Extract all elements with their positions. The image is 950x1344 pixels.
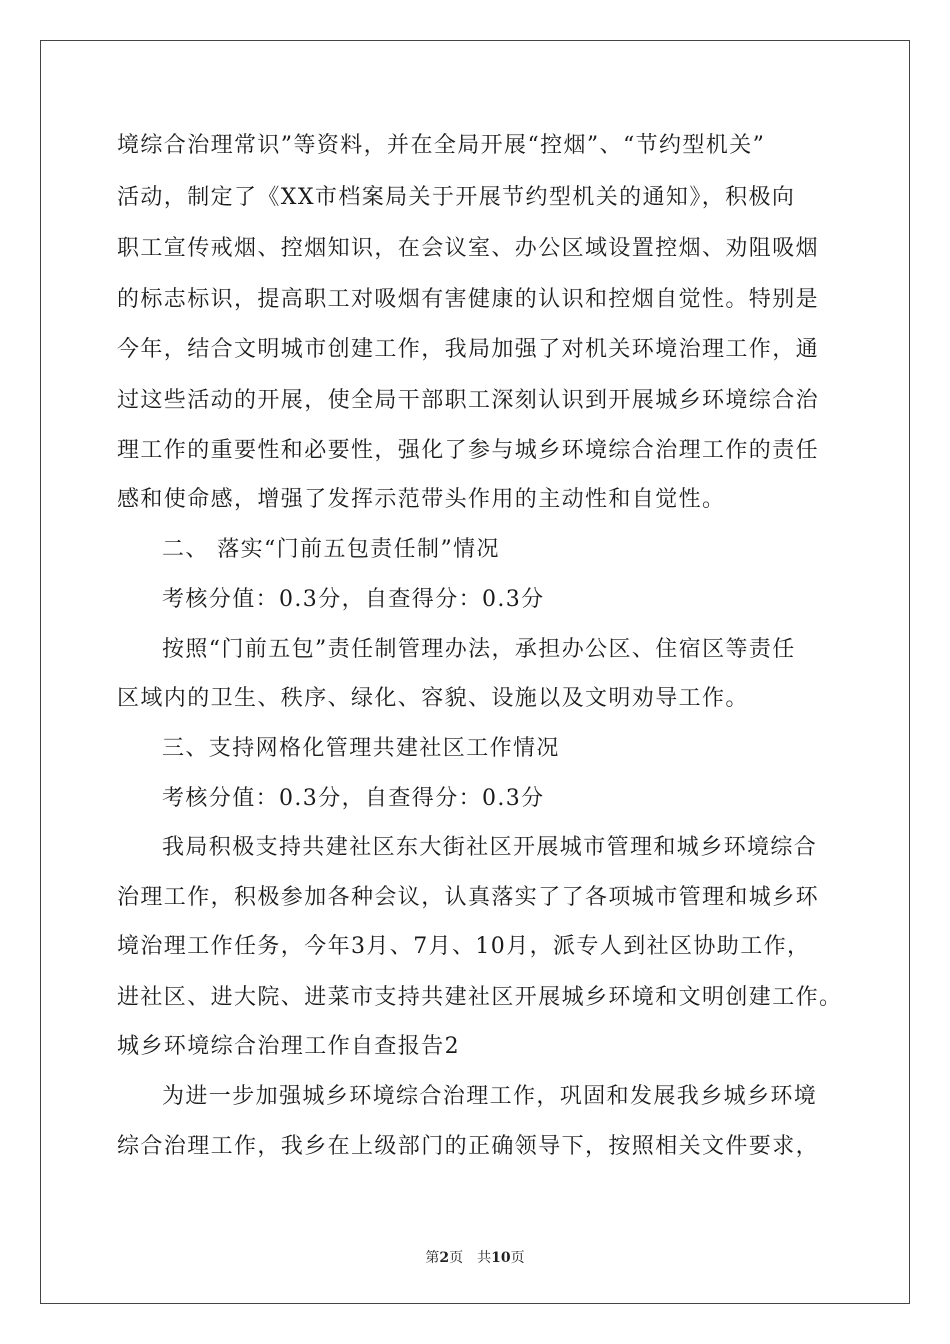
- text-line: 境治理工作任务，今年3月、7月、10月，派专人到社区协助工作，: [117, 934, 811, 959]
- text-line: 按照“门前五包”责任制管理办法，承担办公区、住宿区等责任: [162, 637, 796, 662]
- text-line: 为进一步加强城乡环境综合治理工作，巩固和发展我乡城乡环境: [162, 1084, 818, 1109]
- score-line: 考核分值：0.3分，自查得分：0.3分: [162, 786, 545, 811]
- section-heading: 三、支持网格化管理共建社区工作情况: [162, 736, 560, 761]
- report-title: 城乡环境综合治理工作自查报告2: [117, 1034, 460, 1059]
- text-line: 我局积极支持共建社区东大街社区开展城市管理和城乡环境综合: [162, 835, 818, 860]
- page-total: 10: [491, 1250, 511, 1266]
- text-line: 区域内的卫生、秩序、绿化、容貌、设施以及文明劝导工作。: [117, 686, 749, 711]
- text-line: 进社区、进大院、进菜市支持共建社区开展城乡环境和文明创建工作。: [117, 985, 843, 1010]
- text-line: 今年，结合文明城市创建工作，我局加强了对机关环境治理工作，通: [117, 337, 820, 362]
- text-line: 境综合治理常识”等资料，并在全局开展“控烟”、“节约型机关”: [117, 133, 766, 158]
- footer-mid: 页 共: [449, 1250, 492, 1266]
- text-line: 治理工作，积极参加各种会议，认真落实了了各项城市管理和城乡环: [117, 885, 820, 910]
- text-line: 职工宣传戒烟、控烟知识，在会议室、办公区域设置控烟、劝阻吸烟: [117, 236, 820, 261]
- page-footer: [0, 1247, 950, 1267]
- text-line: 活动，制定了《XX市档案局关于开展节约型机关的通知》，积极向: [117, 185, 796, 210]
- page-border: [40, 40, 910, 1304]
- text-line: 理工作的重要性和必要性，强化了参与城乡环境综合治理工作的责任: [117, 438, 820, 463]
- footer-prefix: 第: [425, 1250, 440, 1266]
- footer-suffix: 页: [510, 1250, 525, 1266]
- page-number: 2: [439, 1250, 450, 1266]
- text-line: 的标志标识，提高职工对吸烟有害健康的认识和控烟自觉性。特别是: [117, 287, 820, 312]
- section-heading: 二、 落实“门前五包责任制”情况: [162, 537, 500, 562]
- score-line: 考核分值：0.3分，自查得分：0.3分: [162, 587, 545, 612]
- text-line: 综合治理工作，我乡在上级部门的正确领导下，按照相关文件要求，: [117, 1134, 820, 1159]
- text-line: 过这些活动的开展，使全局干部职工深刻认识到开展城乡环境综合治: [117, 388, 820, 413]
- text-line: 感和使命感，增强了发挥示范带头作用的主动性和自觉性。: [117, 487, 726, 512]
